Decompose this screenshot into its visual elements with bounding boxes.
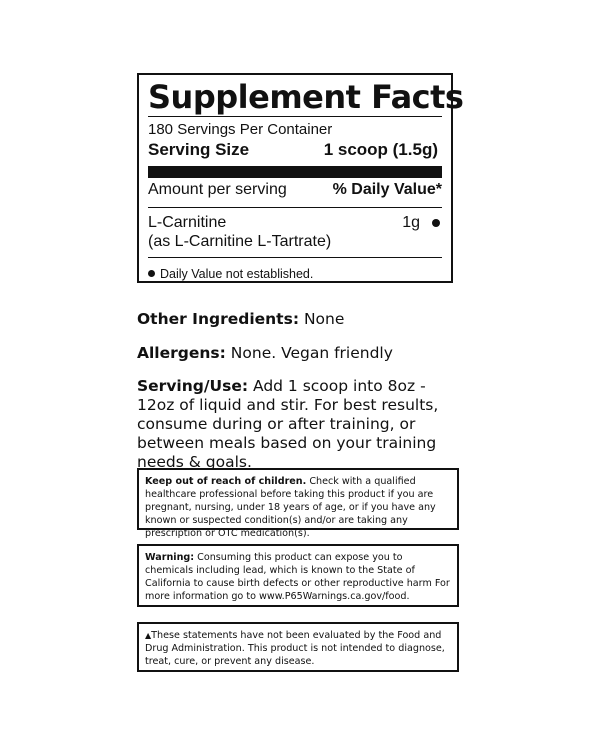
allergens-label: Allergens: — [137, 344, 226, 362]
divider — [148, 207, 442, 208]
allergens — [137, 344, 457, 363]
thick-divider — [148, 166, 442, 178]
panel-title: Supplement Facts — [148, 78, 464, 116]
servings-per-container: 180 Servings Per Container — [148, 121, 333, 138]
children-notice-label: Keep out of reach of children. — [145, 476, 307, 487]
serving-use-label: Serving/Use: — [137, 377, 249, 395]
footnote-text: Daily Value not established. — [160, 267, 314, 281]
children-notice — [137, 468, 459, 539]
fda-disclaimer-text: These statements have not been evaluated by the Food and Drug Administration. This product is not intended to diagnose, treat, cure, or prevent any disease. — [145, 630, 445, 667]
amount-per-serving: Amount per serving — [148, 181, 287, 198]
children-notice-text: Check with a qualified healthcare professional before taking this product if you are pregnant, nursing, under 18 years of age, or if you have any known or suspected condition(s) and/or are taking any prescription or OTC medication(s). — [145, 476, 436, 539]
warning-text: Consuming this product can expose you to chemicals including lead, which is known to the State of California to cause birth defects or other reproductive harm For more information go to www.P65Warnings.ca.gov/food. — [145, 552, 450, 602]
allergens-text: None. Vegan friendly — [225, 344, 393, 362]
bullet-icon — [432, 219, 440, 227]
divider — [148, 116, 442, 117]
fda-disclaimer — [137, 622, 459, 672]
warning-label: Warning: — [145, 552, 195, 563]
ingredient-row — [148, 213, 442, 251]
triangle-icon: ▲ — [145, 631, 152, 640]
warning-notice — [137, 544, 459, 607]
other-ingredients-text: None — [299, 310, 345, 328]
amount-row — [148, 181, 442, 199]
footnote — [148, 267, 313, 281]
serving-use-text: Add 1 scoop into 8oz - 12oz of liquid and stir. For best results, consume during or after training, or between meals based on your training needs & goals. — [137, 377, 439, 471]
ingredient-amount: 1g — [402, 214, 420, 231]
other-ingredients — [137, 310, 457, 329]
daily-value-header: % Daily Value* — [332, 181, 442, 198]
serving-size-row — [148, 140, 442, 160]
other-ingredients-label: Other Ingredients: — [137, 310, 300, 328]
bullet-icon — [148, 270, 155, 277]
divider — [148, 257, 442, 258]
serving-size-value: 1 scoop (1.5g) — [323, 140, 438, 159]
supplement-facts-panel — [137, 73, 464, 283]
ingredient-source: (as L-Carnitine L-Tartrate) — [148, 233, 332, 250]
serving-use — [137, 377, 459, 472]
serving-size-label: Serving Size — [148, 140, 250, 159]
ingredient-name: L-Carnitine — [148, 214, 227, 231]
